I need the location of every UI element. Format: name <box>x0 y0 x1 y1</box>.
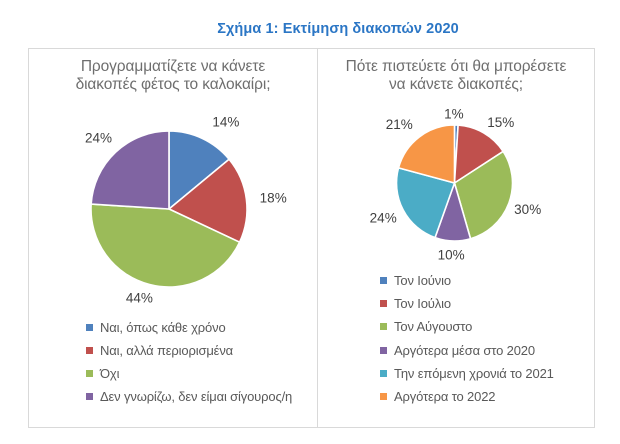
legend-item-label: Τον Ιούνιο <box>394 273 451 289</box>
right-chart-legend <box>380 269 554 408</box>
pie-value-label: 21% <box>385 117 413 133</box>
legend-item <box>380 339 554 362</box>
left-chart-legend <box>86 316 292 408</box>
pie-value-label: 18% <box>259 190 287 206</box>
legend-item-label: Τον Αύγουστο <box>394 319 473 335</box>
left-chart-question-line2: διακοπές φέτος το καλοκαίρι; <box>75 75 271 93</box>
legend-color-swatch <box>380 323 387 330</box>
pie-value-label: 30% <box>514 202 542 218</box>
left-chart-question-line1: Προγραμματίζετε να κάνετε <box>80 58 266 75</box>
legend-item-label: Την επόμενη χρονιά το 2021 <box>394 365 554 381</box>
legend-item-label: Ναι, αλλά περιορισμένα <box>100 343 234 358</box>
pie-value-label: 14% <box>212 114 240 130</box>
legend-item-label: Αργότερα το 2022 <box>394 389 496 405</box>
legend-item-label: Όχι <box>100 366 120 381</box>
legend-item <box>86 385 292 408</box>
right-chart-question-line1: Πότε πιστεύετε ότι θα μπορέσετε <box>345 58 567 75</box>
legend-color-swatch <box>86 347 93 354</box>
pie-value-label: 10% <box>437 247 465 263</box>
legend-item-label: Δεν γνωρίζω, δεν είμαι σίγουρος/η <box>100 389 293 404</box>
legend-item <box>86 339 292 362</box>
legend-item <box>86 362 292 385</box>
legend-color-swatch <box>86 324 93 331</box>
legend-color-swatch <box>380 300 387 307</box>
left-chart-panel <box>28 48 318 428</box>
legend-item-label: Τον Ιούλιο <box>394 296 451 312</box>
legend-item <box>380 269 554 292</box>
pie-value-label: 24% <box>369 210 397 226</box>
legend-color-swatch <box>380 347 387 354</box>
right-chart-question-line2: να κάνετε διακοπές; <box>388 75 523 93</box>
legend-color-swatch <box>380 370 387 377</box>
right-chart-panel <box>317 48 595 428</box>
pie-value-label: 1% <box>444 106 464 122</box>
figure-title: Σχήμα 1: Εκτίμηση διακοπών 2020 <box>217 21 459 37</box>
legend-color-swatch <box>86 393 93 400</box>
legend-item <box>380 315 554 338</box>
legend-color-swatch <box>86 370 93 377</box>
legend-item <box>380 292 554 315</box>
pie-value-label: 15% <box>487 114 515 130</box>
pie-value-label: 44% <box>125 290 153 306</box>
legend-color-swatch <box>380 393 387 400</box>
legend-item <box>380 385 554 408</box>
legend-color-swatch <box>380 277 387 284</box>
legend-item-label: Ναι, όπως κάθε χρόνο <box>100 320 226 335</box>
legend-item <box>380 362 554 385</box>
pie-value-label: 24% <box>84 130 113 146</box>
legend-item-label: Αργότερα μέσα στο 2020 <box>394 342 535 358</box>
legend-item <box>86 316 292 339</box>
